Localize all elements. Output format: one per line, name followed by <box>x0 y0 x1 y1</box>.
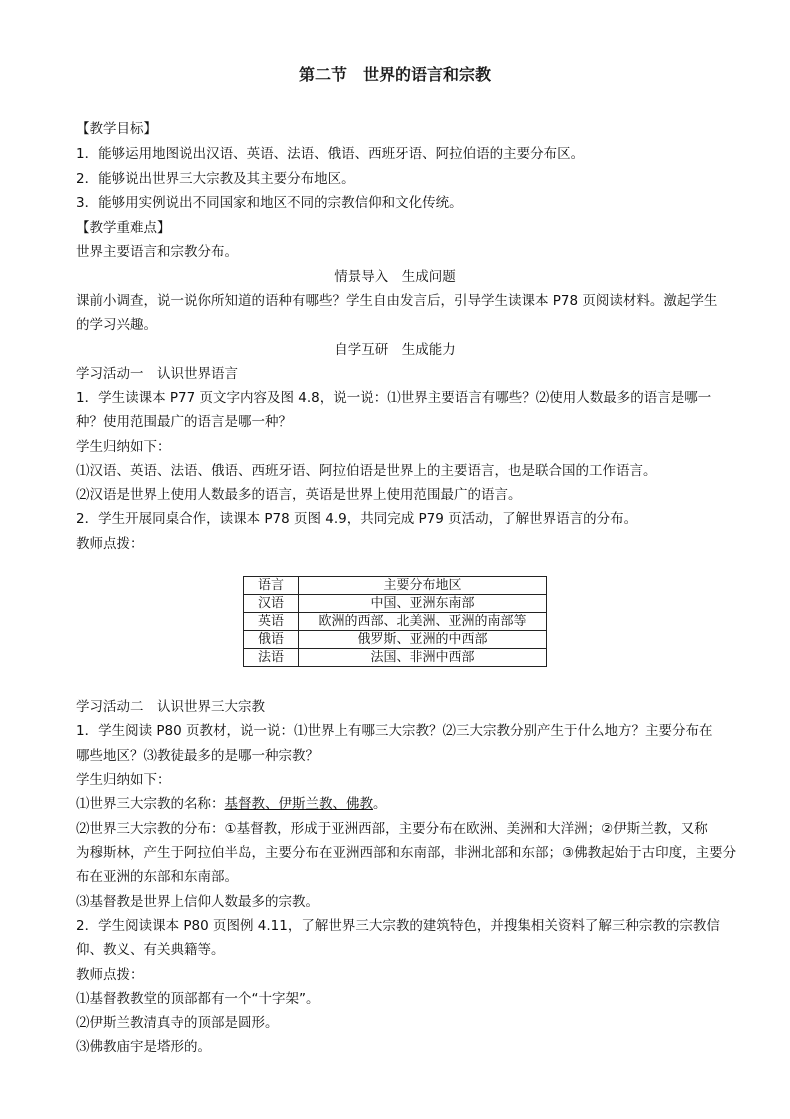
activity2-teacher-item: ⑶佛教庙宇是塔形的。 <box>76 1039 211 1055</box>
activity1-question-line: 种？使用范围最广的语言是哪一种？ <box>76 414 292 430</box>
key-text: 世界主要语言和宗教分布。 <box>76 244 238 260</box>
activity2-summary-item <box>76 795 387 813</box>
table-cell-language: 俄语 <box>244 631 299 649</box>
goal-item: 3．能够用实例说出不同国家和地区不同的宗教信仰和文化传统。 <box>76 195 463 211</box>
goals-heading: 【教学目标】 <box>76 121 157 137</box>
goal-item: 2．能够说出世界三大宗教及其主要分布地区。 <box>76 171 355 187</box>
activity2-summary-item: ⑶基督教是世界上信仰人数最多的宗教。 <box>76 894 319 910</box>
activity2-teacher-item: ⑵伊斯兰教清真寺的顶部是圆形。 <box>76 1015 279 1031</box>
table-cell-language: 英语 <box>244 613 299 631</box>
activity1-summary-item: ⑵汉语是世界上使用人数最多的语言，英语是世界上使用范围最广的语言。 <box>76 487 522 503</box>
table-cell-region: 俄罗斯、亚洲的中西部 <box>299 631 547 649</box>
activity2-teacher-item: ⑴基督教教堂的顶部都有一个“十字架”。 <box>76 991 320 1007</box>
table-header-row <box>244 577 547 595</box>
table-cell-region: 欧洲的西部、北美洲、亚洲的南部等 <box>299 613 547 631</box>
table-header-cell: 语言 <box>244 577 299 595</box>
activity2-question2-line: 2．学生阅读课本 P80 页图例 4.11，了解世界三大宗教的建筑特色，并搜集相关资料了解三种宗教的宗教信 <box>76 918 720 934</box>
table-cell-language: 汉语 <box>244 595 299 613</box>
table-row <box>244 649 547 667</box>
table-row <box>244 613 547 631</box>
activity1-teacher-label: 教师点拨： <box>76 536 144 552</box>
activity2-title: 学习活动二 认识世界三大宗教 <box>76 699 265 715</box>
activity2-teacher-label: 教师点拨： <box>76 967 144 983</box>
summary-suffix: 。 <box>373 796 387 812</box>
activity1-question-line: 1．学生读课本 P77 页文字内容及图 4.8，说一说：⑴世界主要语言有哪些？⑵使用人数最多的语言是哪一 <box>76 390 712 406</box>
activity2-distribution-line: 布在亚洲的东部和东南部。 <box>76 869 238 885</box>
activity2-distribution-line: ⑵世界三大宗教的分布：①基督教，形成于亚洲西部，主要分布在欧洲、美洲和大洋洲；②伊斯兰教，又称 <box>76 821 708 837</box>
key-heading: 【教学重难点】 <box>76 220 171 236</box>
activity1-title: 学习活动一 认识世界语言 <box>76 366 238 382</box>
activity2-question-line: 哪些地区？⑶教徒最多的是哪一种宗教？ <box>76 748 319 764</box>
section-heading-self-study: 自学互研 生成能力 <box>334 342 456 358</box>
activity2-distribution-line: 为穆斯林，产生于阿拉伯半岛，主要分布在亚洲西部和东南部，非洲北部和东部；③佛教起始于古印度，主要分 <box>76 845 737 861</box>
language-distribution-table <box>243 576 547 667</box>
activity2-question-line: 1．学生阅读 P80 页教材，说一说：⑴世界上有哪三大宗教？⑵三大宗教分别产生于什么地方？主要分布在 <box>76 723 713 739</box>
table-cell-region: 法国、非洲中西部 <box>299 649 547 667</box>
activity1-summary-item: ⑴汉语、英语、法语、俄语、西班牙语、阿拉伯语是世界上的主要语言，也是联合国的工作语言。 <box>76 463 657 479</box>
table-cell-region: 中国、亚洲东南部 <box>299 595 547 613</box>
table-cell-language: 法语 <box>244 649 299 667</box>
intro-paragraph-line: 的学习兴趣。 <box>76 317 157 333</box>
summary-prefix: ⑴世界三大宗教的名称： <box>76 796 225 812</box>
activity1-question2: 2．学生开展同桌合作，读课本 P78 页图 4.9，共同完成 P79 页活动，了解世界语言的分布。 <box>76 511 638 527</box>
goal-item: 1．能够运用地图说出汉语、英语、法语、俄语、西班牙语、阿拉伯语的主要分布区。 <box>76 146 585 162</box>
activity1-summary-label: 学生归纳如下： <box>76 439 171 455</box>
intro-paragraph-line: 课前小调查，说一说你所知道的语种有哪些？学生自由发言后，引导学生读课本 P78 页阅读材料。激起学生 <box>76 293 718 309</box>
activity2-question2-line: 仰、教义、有关典籍等。 <box>76 942 225 958</box>
table-header-cell: 主要分布地区 <box>299 577 547 595</box>
page-title: 第二节 世界的语言和宗教 <box>298 65 491 84</box>
underlined-answer: 基督教、伊斯兰教、佛教 <box>224 796 373 812</box>
table-row <box>244 595 547 613</box>
section-heading-intro: 情景导入 生成问题 <box>334 269 456 285</box>
table-row <box>244 631 547 649</box>
activity2-summary-label: 学生归纳如下： <box>76 772 171 788</box>
